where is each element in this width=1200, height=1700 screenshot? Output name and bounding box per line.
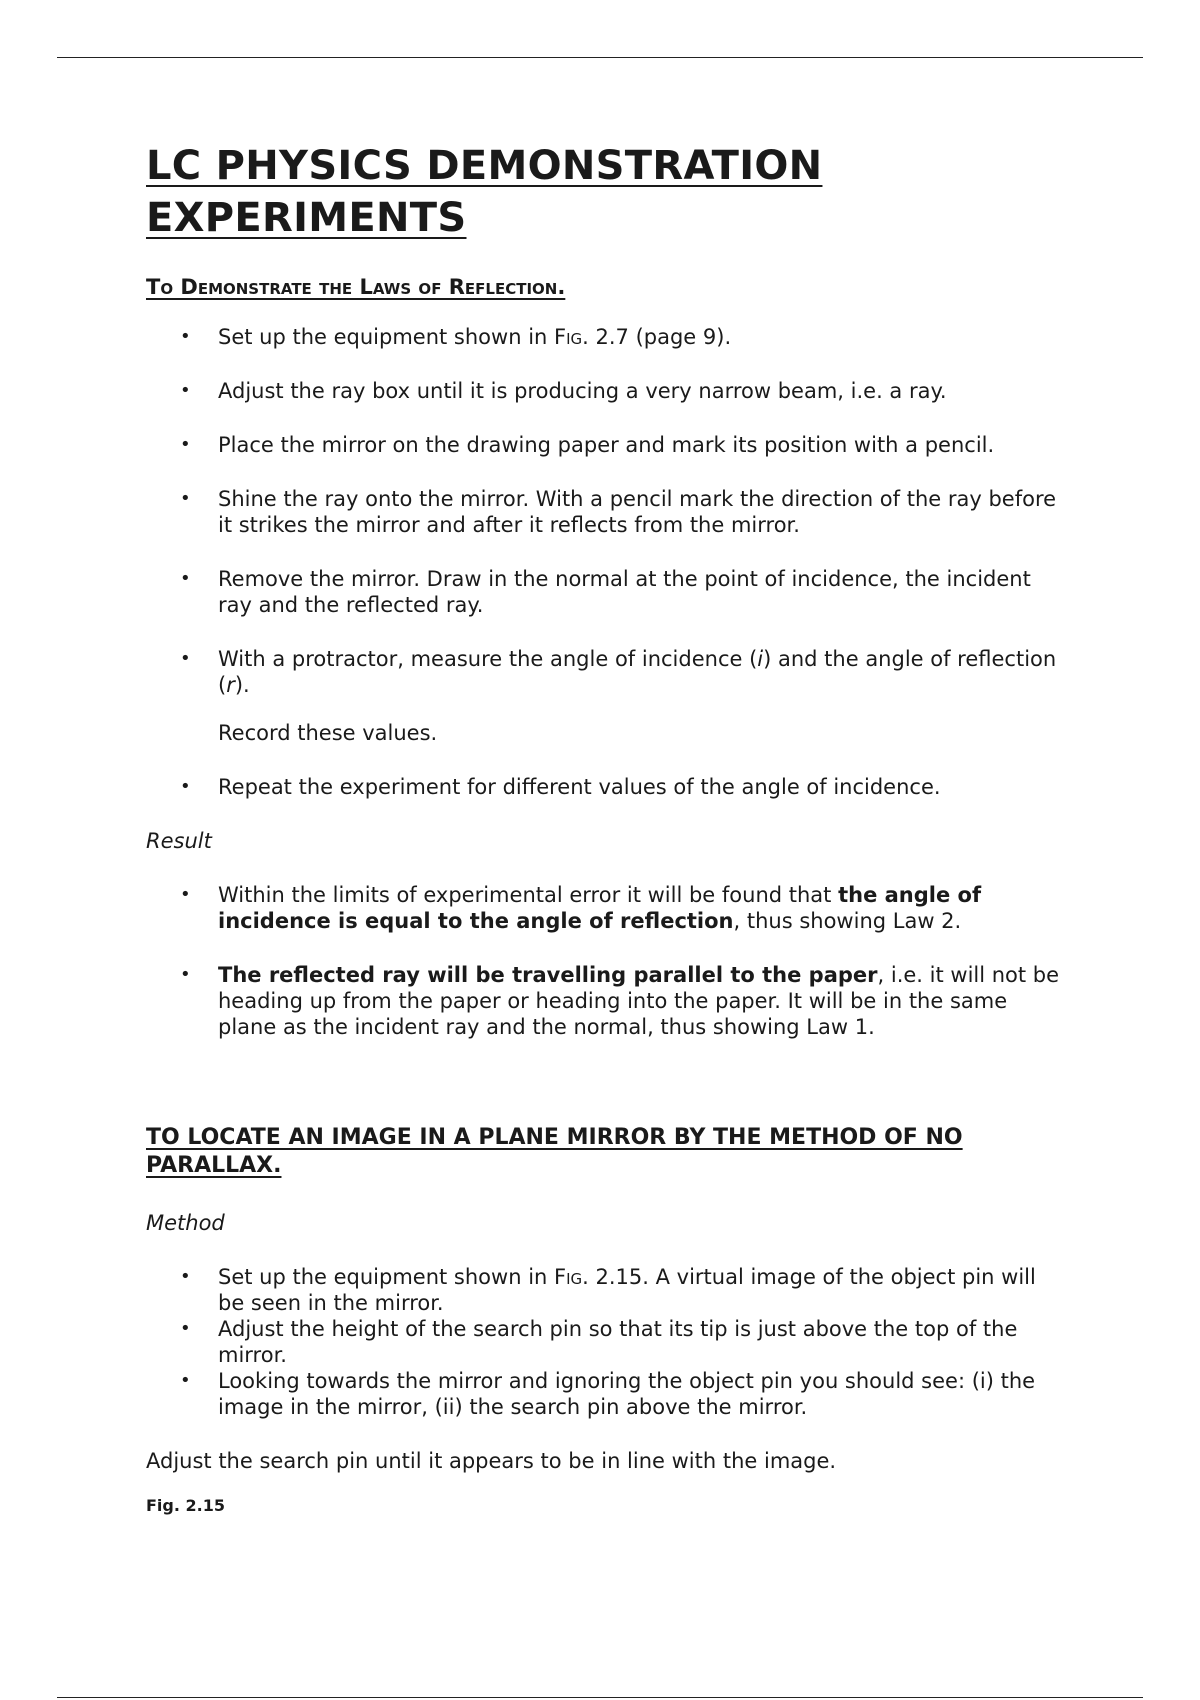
record-note: Record these values. <box>218 721 438 745</box>
fig-reference: Fig. <box>554 1265 589 1289</box>
bullet-icon: • <box>180 964 191 985</box>
bullet-icon: • <box>180 1370 191 1391</box>
bullet-icon: • <box>180 380 191 401</box>
list-item: • Set up the equipment shown in Fig. 2.7 (page 9). <box>180 325 732 349</box>
list-item: • Set up the equipment shown in Fig. 2.15. A virtual image of the object pin will be seen in the mirror. <box>180 1265 1036 1315</box>
reflection-steps-list <box>146 324 1066 698</box>
method-heading: Method <box>146 1211 225 1235</box>
bullet-icon: • <box>180 776 191 797</box>
list-item: • Looking towards the mirror and ignoring the object pin you should see: (i) the image in the mirror, (ii) the search pin above the mirror. <box>180 1369 1036 1419</box>
page-title: LC PHYSICS DEMONSTRATION EXPERIMENTS <box>146 143 823 241</box>
section-heading-no-parallax: TO LOCATE AN IMAGE IN A PLANE MIRROR BY THE METHOD OF NO PARALLAX. <box>146 1125 963 1178</box>
bullet-icon: • <box>180 648 191 669</box>
list-item: • Adjust the ray box until it is producing a very narrow beam, i.e. a ray. <box>180 379 947 403</box>
list-item: • Remove the mirror. Draw in the normal at the point of incidence, the incident ray and the reflected ray. <box>180 567 1031 617</box>
method-steps-list <box>146 1264 1066 1420</box>
top-rule <box>57 57 1143 58</box>
symbol-i: i <box>757 647 764 671</box>
bullet-icon: • <box>180 434 191 455</box>
bullet-icon: • <box>180 488 191 509</box>
list-item: • Within the limits of experimental error it will be found that the angle of incidence is equal to the angle of reflection, thus showing Law 2. <box>180 883 982 933</box>
list-item: • With a protractor, measure the angle of incidence (i) and the angle of reflection (r). <box>180 647 1057 697</box>
figure-label: Fig. 2.15 <box>146 1496 225 1515</box>
result-heading: Result <box>146 829 212 853</box>
list-item: • Place the mirror on the drawing paper and mark its position with a pencil. <box>180 433 995 457</box>
symbol-r: r <box>226 673 235 697</box>
list-item: • Shine the ray onto the mirror. With a pencil mark the direction of the ray before it strikes the mirror and after it reflects from the mirror. <box>180 487 1057 537</box>
fig-reference: Fig. <box>554 325 589 349</box>
list-item: • The reflected ray will be travelling parallel to the paper, i.e. it will not be heading up from the paper or heading into the paper. It will be in the same plane as the incident ray and the normal, thus showing Law 1. <box>180 963 1060 1039</box>
bullet-icon: • <box>180 1318 191 1339</box>
bullet-icon: • <box>180 884 191 905</box>
bullet-icon: • <box>180 1266 191 1287</box>
results-list <box>146 882 1066 1040</box>
section-heading-reflection: To Demonstrate the Laws of Reflection. <box>146 275 566 299</box>
list-item: • Adjust the height of the search pin so that its tip is just above the top of the mirror. <box>180 1317 1018 1367</box>
adjust-note: Adjust the search pin until it appears to be in line with the image. <box>146 1449 837 1473</box>
bullet-icon: • <box>180 326 191 347</box>
repeat-step-list <box>146 774 1066 800</box>
bullet-icon: • <box>180 568 191 589</box>
page-content <box>146 140 1066 1515</box>
bottom-rule <box>57 1697 1143 1698</box>
list-item: • Repeat the experiment for different values of the angle of incidence. <box>180 775 941 799</box>
